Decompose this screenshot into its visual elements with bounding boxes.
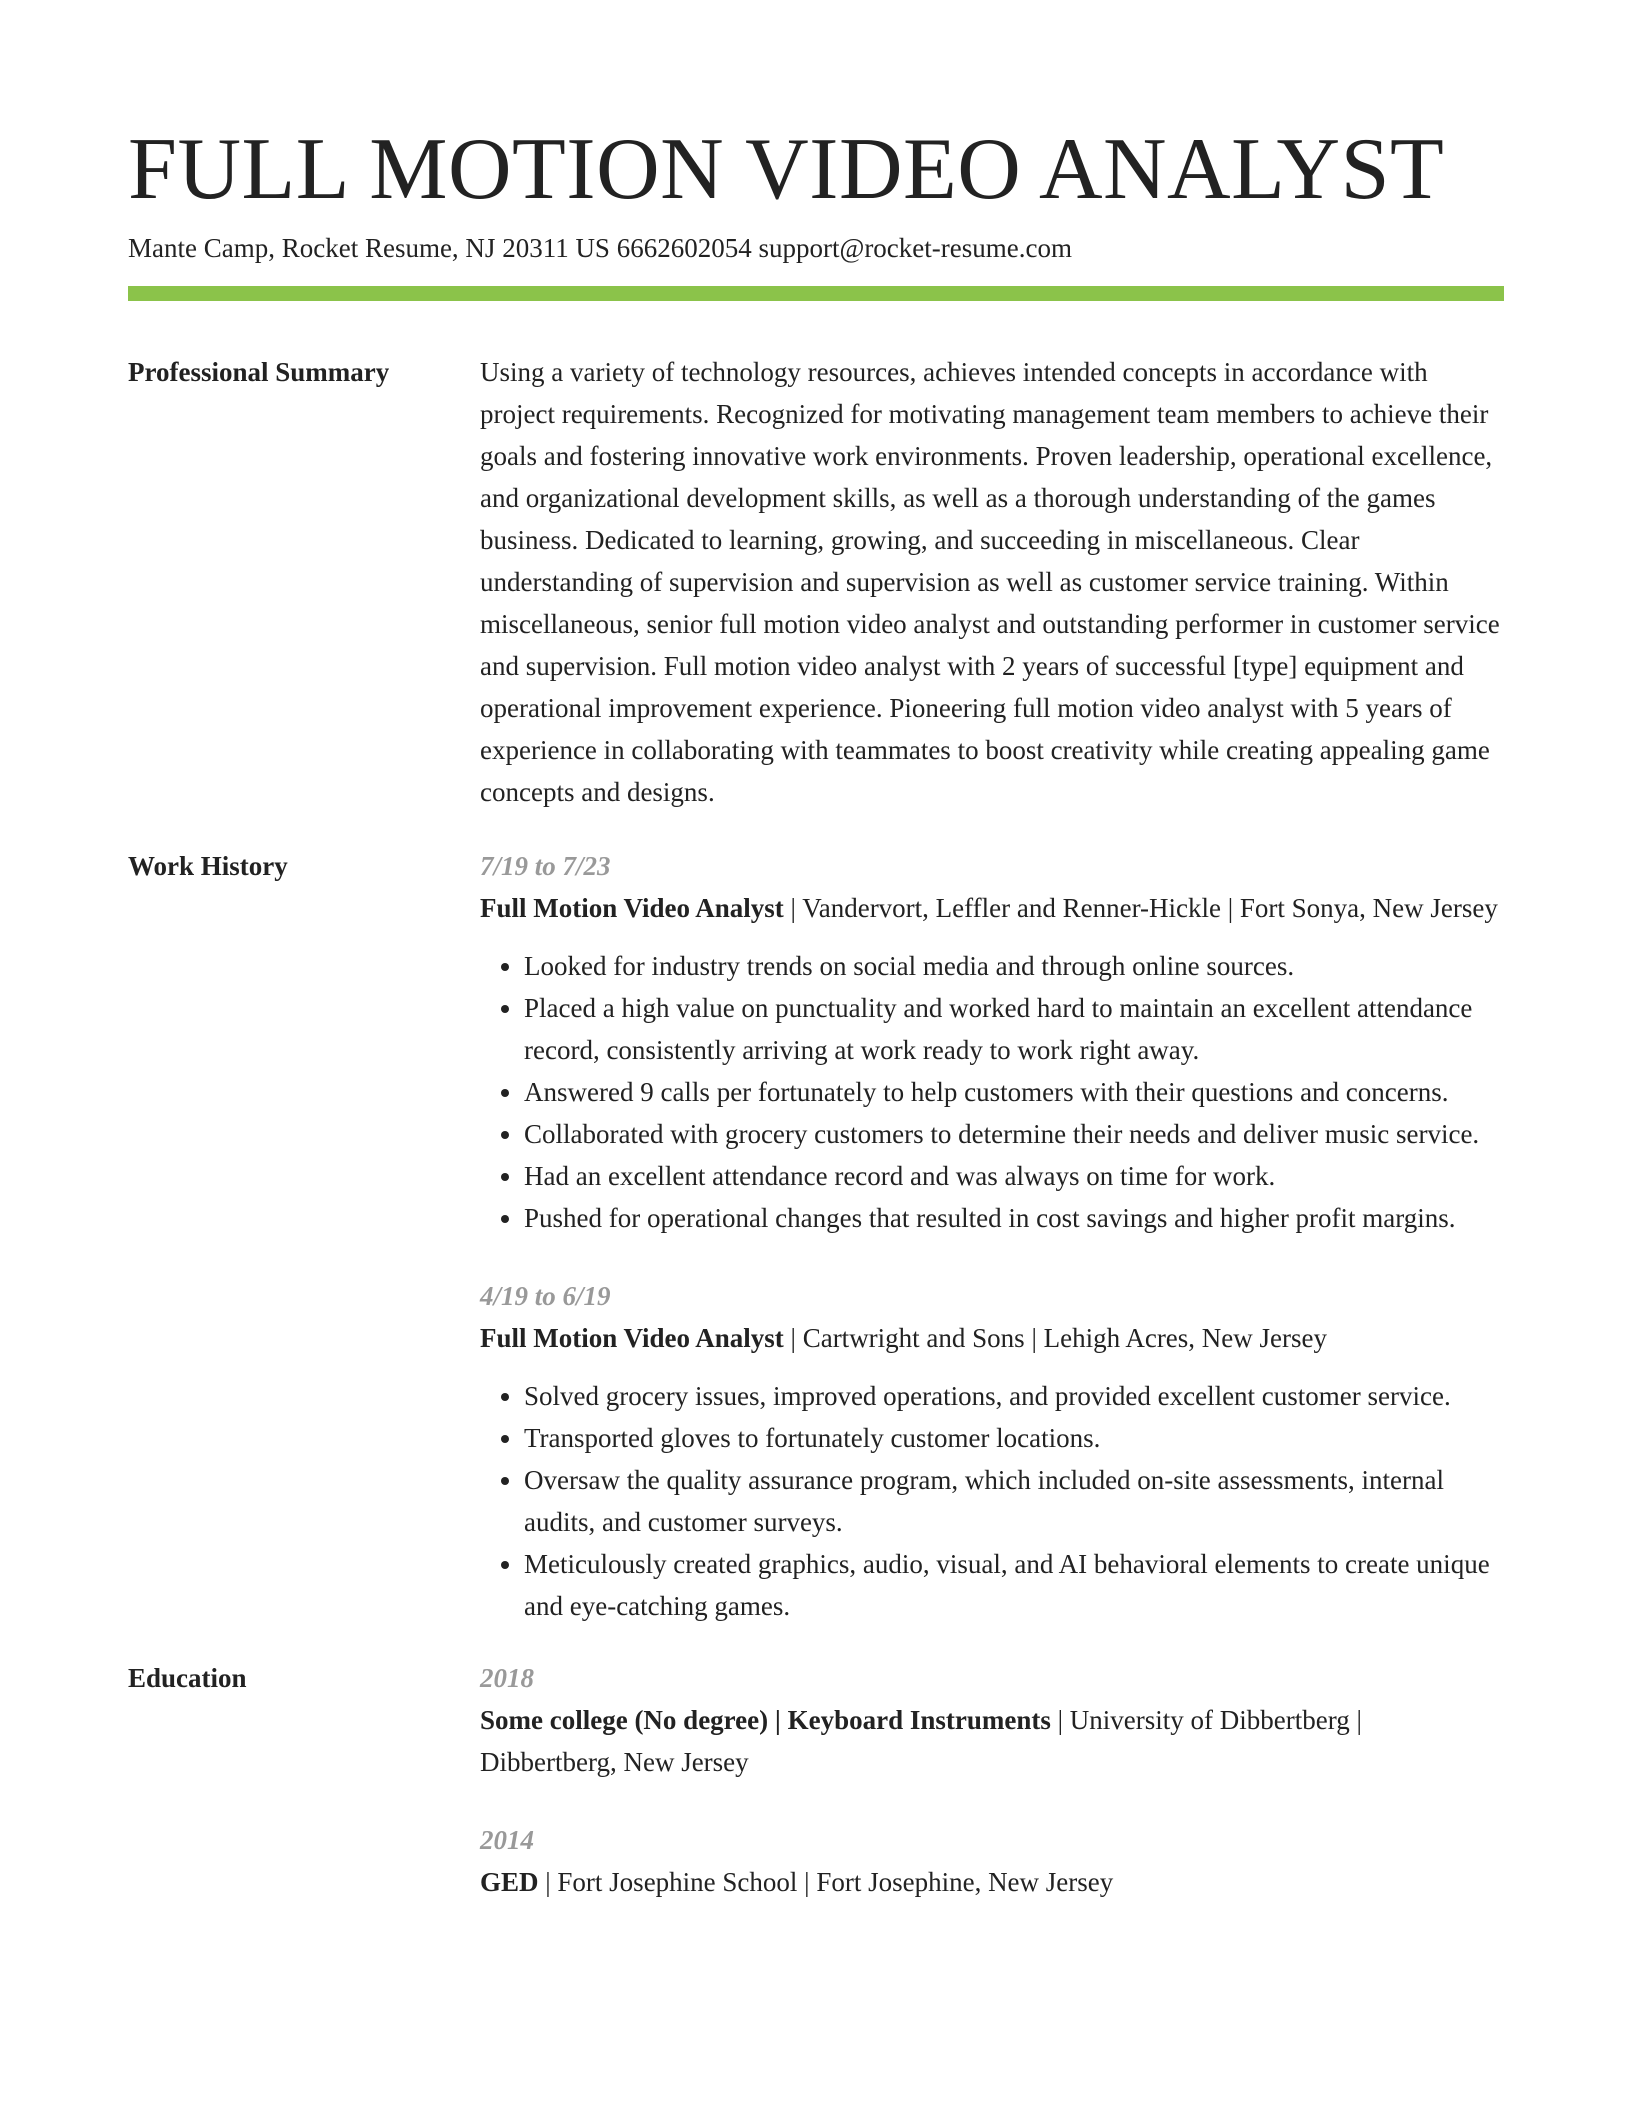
education-entry [480, 1819, 1504, 1903]
job-bullet: • Solved grocery issues, improved operations, and provided excellent customer service. [524, 1375, 1504, 1417]
job-details: | Cartwright and Sons | Lehigh Acres, New Jersey [783, 1323, 1328, 1353]
education-degree: GED [480, 1867, 539, 1897]
summary-text: Using a variety of technology resources, achieves intended concepts in accordance with project requirements. Recognized for motivating management team members to achieve their goals and fostering innovative work environments. Proven leadership, operational excellence, and organizational development skills, as well as a thorough understanding of the games business. Dedicated to learning, growing, and succeeding in miscellaneous. Clear understanding of supervision and supervision as well as customer service training. Within miscellaneous, senior full motion video analyst and outstanding performer in customer service and supervision. Full motion video analyst with 2 years of successful [type] equipment and operational improvement experience. Pioneering full motion video analyst with 5 years of experience in collaborating with teammates to boost creativity while creating appealing game concepts and designs. [480, 357, 1500, 807]
job-title: Full Motion Video Analyst [480, 893, 784, 923]
job-dates: 4/19 to 6/19 [480, 1281, 611, 1311]
education-details: | Fort Josephine School | Fort Josephine, New Jersey [538, 1867, 1114, 1897]
job-bullet: • Pushed for operational changes that resulted in cost savings and higher profit margins. [524, 1197, 1504, 1239]
job-bullet: • Answered 9 calls per fortunately to help customers with their questions and concerns. [524, 1071, 1504, 1113]
education-heading-line [480, 1699, 1504, 1783]
summary-heading: Professional Summary [128, 357, 390, 387]
job-bullet: • Meticulously created graphics, audio, visual, and AI behavioral elements to create unique and eye-catching games. [524, 1543, 1504, 1627]
education-year: 2018 [480, 1663, 534, 1693]
education-heading-line [480, 1861, 1504, 1903]
resume-page [128, 120, 1504, 1903]
education-body [480, 1657, 1504, 1903]
job-bullet: • Oversaw the quality assurance program, which included on-site assessments, internal audits, and customer surveys. [524, 1459, 1504, 1543]
job-bullet: • Transported gloves to fortunately customer locations. [524, 1417, 1504, 1459]
education-details: | University of Dibbertberg | Dibbertberg, New Jersey [480, 1705, 1362, 1777]
job-bullet: • Looked for industry trends on social media and through online sources. [524, 945, 1504, 987]
job-bullets [480, 945, 1504, 1239]
education-degree: Some college (No degree) | Keyboard Instruments [480, 1705, 1051, 1735]
education-year: 2014 [480, 1825, 534, 1855]
job-bullet: • Had an excellent attendance record and was always on time for work. [524, 1155, 1504, 1197]
job-bullets [480, 1375, 1504, 1627]
work-history-heading: Work History [128, 851, 288, 881]
resume-name: FULL MOTION VIDEO ANALYST [128, 121, 1445, 218]
job-heading [480, 1317, 1504, 1359]
education-entry [480, 1657, 1504, 1783]
contact-line: Mante Camp, Rocket Resume, NJ 20311 US 6662602054 support@rocket-resume.com [128, 233, 1072, 263]
job-entry [480, 845, 1504, 1239]
summary-section [128, 351, 1504, 813]
education-section [128, 1657, 1504, 1903]
accent-divider [128, 286, 1504, 301]
job-bullet: • Collaborated with grocery customers to determine their needs and deliver music service. [524, 1113, 1504, 1155]
job-dates: 7/19 to 7/23 [480, 851, 611, 881]
work-history-section [128, 845, 1504, 1627]
summary-body [480, 351, 1504, 813]
job-bullet: • Placed a high value on punctuality and worked hard to maintain an excellent attendance record, consistently arriving at work ready to work right away. [524, 987, 1504, 1071]
job-title: Full Motion Video Analyst [480, 1323, 784, 1353]
education-heading: Education [128, 1663, 247, 1693]
job-heading [480, 887, 1504, 929]
job-entry [480, 1275, 1504, 1627]
job-details: | Vandervort, Leffler and Renner-Hickle | Fort Sonya, New Jersey [783, 893, 1498, 923]
work-history-body [480, 845, 1504, 1627]
